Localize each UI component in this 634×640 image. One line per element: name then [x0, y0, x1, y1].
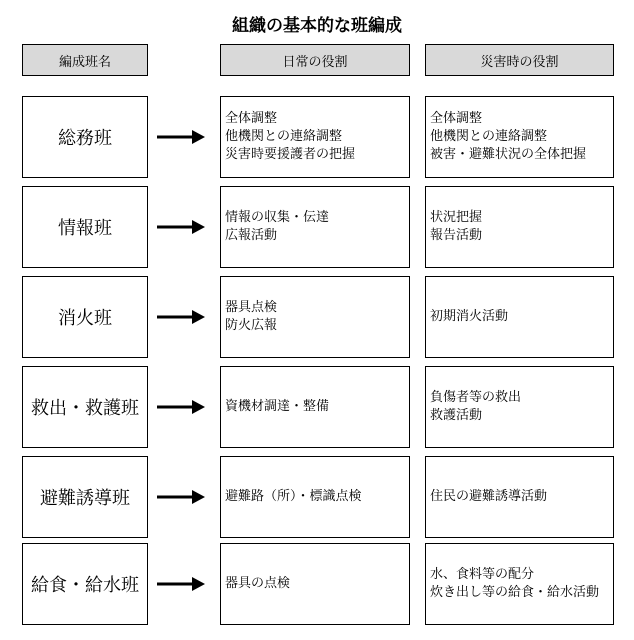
disaster-role-item: 炊き出し等の給食・給水活動 [430, 585, 600, 600]
team-name-label: 救出・救護班 [31, 398, 139, 419]
normal-role-item: 広報活動 [225, 228, 278, 243]
normal-role-box [220, 276, 410, 358]
team-name-label: 給食・給水班 [31, 575, 139, 596]
disaster-role-box [425, 186, 614, 268]
normal-role-box [220, 366, 410, 448]
disaster-role-item: 住民の避難誘導活動 [430, 489, 548, 504]
normal-role-item: 他機関との連絡調整 [225, 129, 343, 144]
header-normal-role: 日常の役割 [220, 44, 410, 76]
normal-role-item: 情報の収集・伝達 [225, 210, 330, 225]
disaster-role-item: 被害・避難状況の全体把握 [430, 147, 587, 162]
team-name-box [22, 186, 148, 268]
team-name-box [22, 366, 148, 448]
team-name-box [22, 96, 148, 178]
diagram-title: 組織の基本的な班編成 [232, 16, 402, 36]
arrow-right-icon [156, 489, 206, 505]
header-disaster-role: 災害時の役割 [425, 44, 614, 76]
disaster-role-item: 初期消火活動 [430, 309, 509, 324]
normal-role-item: 器具点検 [225, 300, 278, 315]
team-name-label: 情報班 [58, 218, 112, 239]
normal-role-item: 全体調整 [225, 111, 278, 126]
disaster-role-box [425, 456, 614, 538]
normal-role-item: 災害時要援護者の把握 [225, 147, 356, 162]
disaster-role-item: 報告活動 [430, 228, 483, 243]
disaster-role-item: 救護活動 [430, 408, 483, 423]
team-name-label: 消火班 [58, 308, 112, 329]
disaster-role-item: 負傷者等の救出 [430, 390, 522, 405]
normal-role-box [220, 456, 410, 538]
disaster-role-box [425, 543, 614, 625]
normal-role-item: 防火広報 [225, 318, 278, 333]
team-name-label: 総務班 [58, 128, 112, 149]
team-name-box [22, 543, 148, 625]
normal-role-box [220, 543, 410, 625]
arrow-right-icon [156, 576, 206, 592]
normal-role-box [220, 96, 410, 178]
normal-role-item: 避難路（所）・標識点検 [225, 489, 362, 504]
disaster-role-item: 全体調整 [430, 111, 483, 126]
normal-role-box [220, 186, 410, 268]
disaster-role-box [425, 366, 614, 448]
team-name-box [22, 456, 148, 538]
arrow-right-icon [156, 219, 206, 235]
disaster-role-item: 水、食料等の配分 [430, 567, 535, 582]
disaster-role-box [425, 96, 614, 178]
team-name-label: 避難誘導班 [40, 488, 130, 509]
arrow-right-icon [156, 129, 206, 145]
team-name-box [22, 276, 148, 358]
disaster-role-item: 他機関との連絡調整 [430, 129, 548, 144]
normal-role-item: 器具の点検 [225, 576, 291, 591]
arrow-right-icon [156, 399, 206, 415]
arrow-right-icon [156, 309, 206, 325]
header-team-name: 編成班名 [22, 44, 148, 76]
disaster-role-item: 状況把握 [430, 210, 483, 225]
normal-role-item: 資機材調達・整備 [225, 399, 330, 414]
disaster-role-box [425, 276, 614, 358]
